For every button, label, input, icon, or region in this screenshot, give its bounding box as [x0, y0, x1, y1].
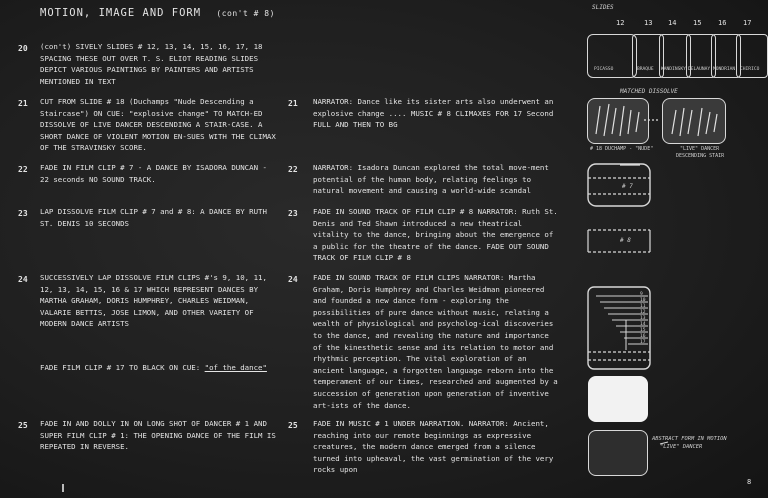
- page-title-suffix: (con't # 8): [216, 9, 275, 18]
- clip-number: 16: [640, 334, 646, 339]
- film-clip-8-label: # 8: [620, 237, 631, 244]
- audio-cell-24: FADE IN SOUND TRACK OF FILM CLIPS NARRATOR: Martha Graham, Doris Humphrey and Charles Weidman pioneered and founded a new dance form - exploring the possibilities of pure dance without music, relating a wealth of physiological and psycholog-ical discoveries to the dance, and revealing the nature and importance of the kinesthetic sense and its relation to motor and rhythmic perception. The vital exploration of an ancient language, a forgotten language reborn into the temperament of our times, researched and augmented by a succession of generation upon generation of inventive art-ists of the dance.: [313, 273, 558, 410]
- audio-cell-22: NARRATOR: Isadora Duncan explored the total move-ment potential of the human body, relating feelings to natural movement and causing a world-wide scandal: [313, 163, 549, 196]
- audio-row-number: 25: [288, 421, 298, 430]
- abstract-form-label: ABSTRACT FORM IN MOTION: [652, 436, 727, 442]
- video-cell-22: FADE IN FILM CLIP # 7 - A DANCE BY ISADORA DUNCAN - 22 seconds NO SOUND TRACK.: [40, 163, 267, 184]
- fade-instruction: FADE FILM CLIP # 17 TO BLACK ON CUE:: [40, 363, 201, 372]
- slides-label: SLIDES: [592, 4, 614, 11]
- film-clip-7-label: # 7: [622, 183, 633, 190]
- audio-row-number: 23: [288, 209, 298, 218]
- live-dancer-label-2: DESCENDING STAIR: [676, 153, 725, 159]
- slide-number: 12: [616, 19, 625, 27]
- page-number: 8: [747, 478, 752, 486]
- slide-caption: KANDINSKY: [661, 67, 686, 72]
- clip-number: 11: [640, 304, 646, 309]
- clip-number: 9: [640, 292, 643, 297]
- white-frame: [588, 376, 648, 422]
- duchamp-label: # 18 DUCHAMP - "NUDE": [590, 146, 654, 152]
- clip-number: 14: [640, 322, 646, 327]
- slide-number: 14: [668, 19, 677, 27]
- slide-caption: BRAQUE: [637, 67, 654, 72]
- row-number: 25: [18, 421, 28, 430]
- video-cell-20: (con't) SIVELY SLIDES # 12, 13, 14, 15, 16, 17, 18 SPACING THESE OUT OVER T. S. ELIOT READING SLIDES DEPICT VARIOUS PAINTINGS BY PAINTERS AND ARTISTS MENTIONED IN TEXT: [40, 42, 263, 86]
- video-cell-23: LAP DISSOLVE FILM CLIP # 7 and # 8: A DANCE BY RUTH ST. DENIS 10 SECONDS: [40, 207, 267, 228]
- slide-caption: CHIRICO: [740, 67, 760, 72]
- slide-caption: DELAUNAY: [688, 67, 711, 72]
- abstract-form-label-2: "LIVE" DANCER: [660, 444, 703, 450]
- clip-number: 13: [640, 316, 646, 321]
- punch-mark: [62, 484, 64, 492]
- matched-dissolve-label: MATCHED DISSOLVE: [620, 88, 678, 95]
- clip-number: 12: [640, 310, 646, 315]
- clip-number: 10: [640, 298, 646, 303]
- audio-cell-21: NARRATOR: Dance like its sister arts also underwent an explosive change .... MUSIC # 8 CLIMAXES FOR 17 Second FULL AND THEN TO BG: [313, 97, 554, 130]
- clip-number: 17: [640, 340, 646, 345]
- page-title-text: MOTION, IMAGE AND FORM: [40, 7, 202, 19]
- slide-caption: PICASSO: [594, 67, 614, 72]
- slide-number: 15: [693, 19, 702, 27]
- audio-cell-23: FADE IN SOUND TRACK OF FILM CLIP # 8 NARRATOR: Ruth St. Denis and Ted Shawn introduced a new theatrical vitality to the dance, bringing about the emergence of a public for the theatre of the dance. FADE OUT SOUND TRACK OF FILM CLIP # 8: [313, 207, 558, 263]
- slide-number: 17: [743, 19, 752, 27]
- audio-row-number: 21: [288, 99, 298, 108]
- row-number: 20: [18, 44, 28, 53]
- audio-row-number: 24: [288, 275, 298, 284]
- slide-number: 13: [644, 19, 653, 27]
- video-cell-24: SUCCESSIVELY LAP DISSOLVE FILM CLIPS #'s 9, 10, 11, 12, 13, 14, 15, 16 & 17 WHICH REPRESENT DANCES BY MARTHA GRAHAM, DORIS HUMPHREY, CHARLES WEIDMAN, VALARIE BETTIS, JOSE LIMON, AND OTHER VARIETY OF MODERN DANCE ARTISTS: [40, 273, 267, 329]
- audio-row-number: 22: [288, 165, 298, 174]
- row-number: 23: [18, 209, 28, 218]
- video-cell-21: CUT FROM SLIDE # 18 (Duchamps "Nude Descending a Staircase") ON CUE: "explosive change" TO MATCH-ED DISSOLVE OF LIVE DANCER DESCENDING A STAIR-CASE. A SHORT DANCE OF VIOLENT MOTION EN-SUES WITH THE CLIMAX OF THE STRAVINSKY SCORE.: [40, 97, 276, 153]
- slide-number: 16: [718, 19, 727, 27]
- abstract-form-frame: [588, 430, 648, 476]
- live-dancer-label: "LIVE" DANCER: [680, 146, 720, 152]
- audio-cell-25: FADE IN MUSIC # 1 UNDER NARRATION. NARRATOR: Ancient, reaching into our remote beginnings as expressive creatures, the modern dance emerged from a silence turned into upheaval, the vast germination of the very rocks upon: [313, 419, 554, 475]
- clip-number: 15: [640, 328, 646, 333]
- row-number: 21: [18, 99, 28, 108]
- row-number: 22: [18, 165, 28, 174]
- slide-caption: MONDRIAN: [713, 67, 736, 72]
- row-number: 24: [18, 275, 28, 284]
- video-cell-25: FADE IN AND DOLLY IN ON LONG SHOT OF DANCER # 1 AND SUPER FILM CLIP # 1: THE OPENING DANCE OF THE FILM IS REPEATED IN REVERSE.: [40, 419, 276, 452]
- fade-cue: "of the dance": [204, 363, 267, 372]
